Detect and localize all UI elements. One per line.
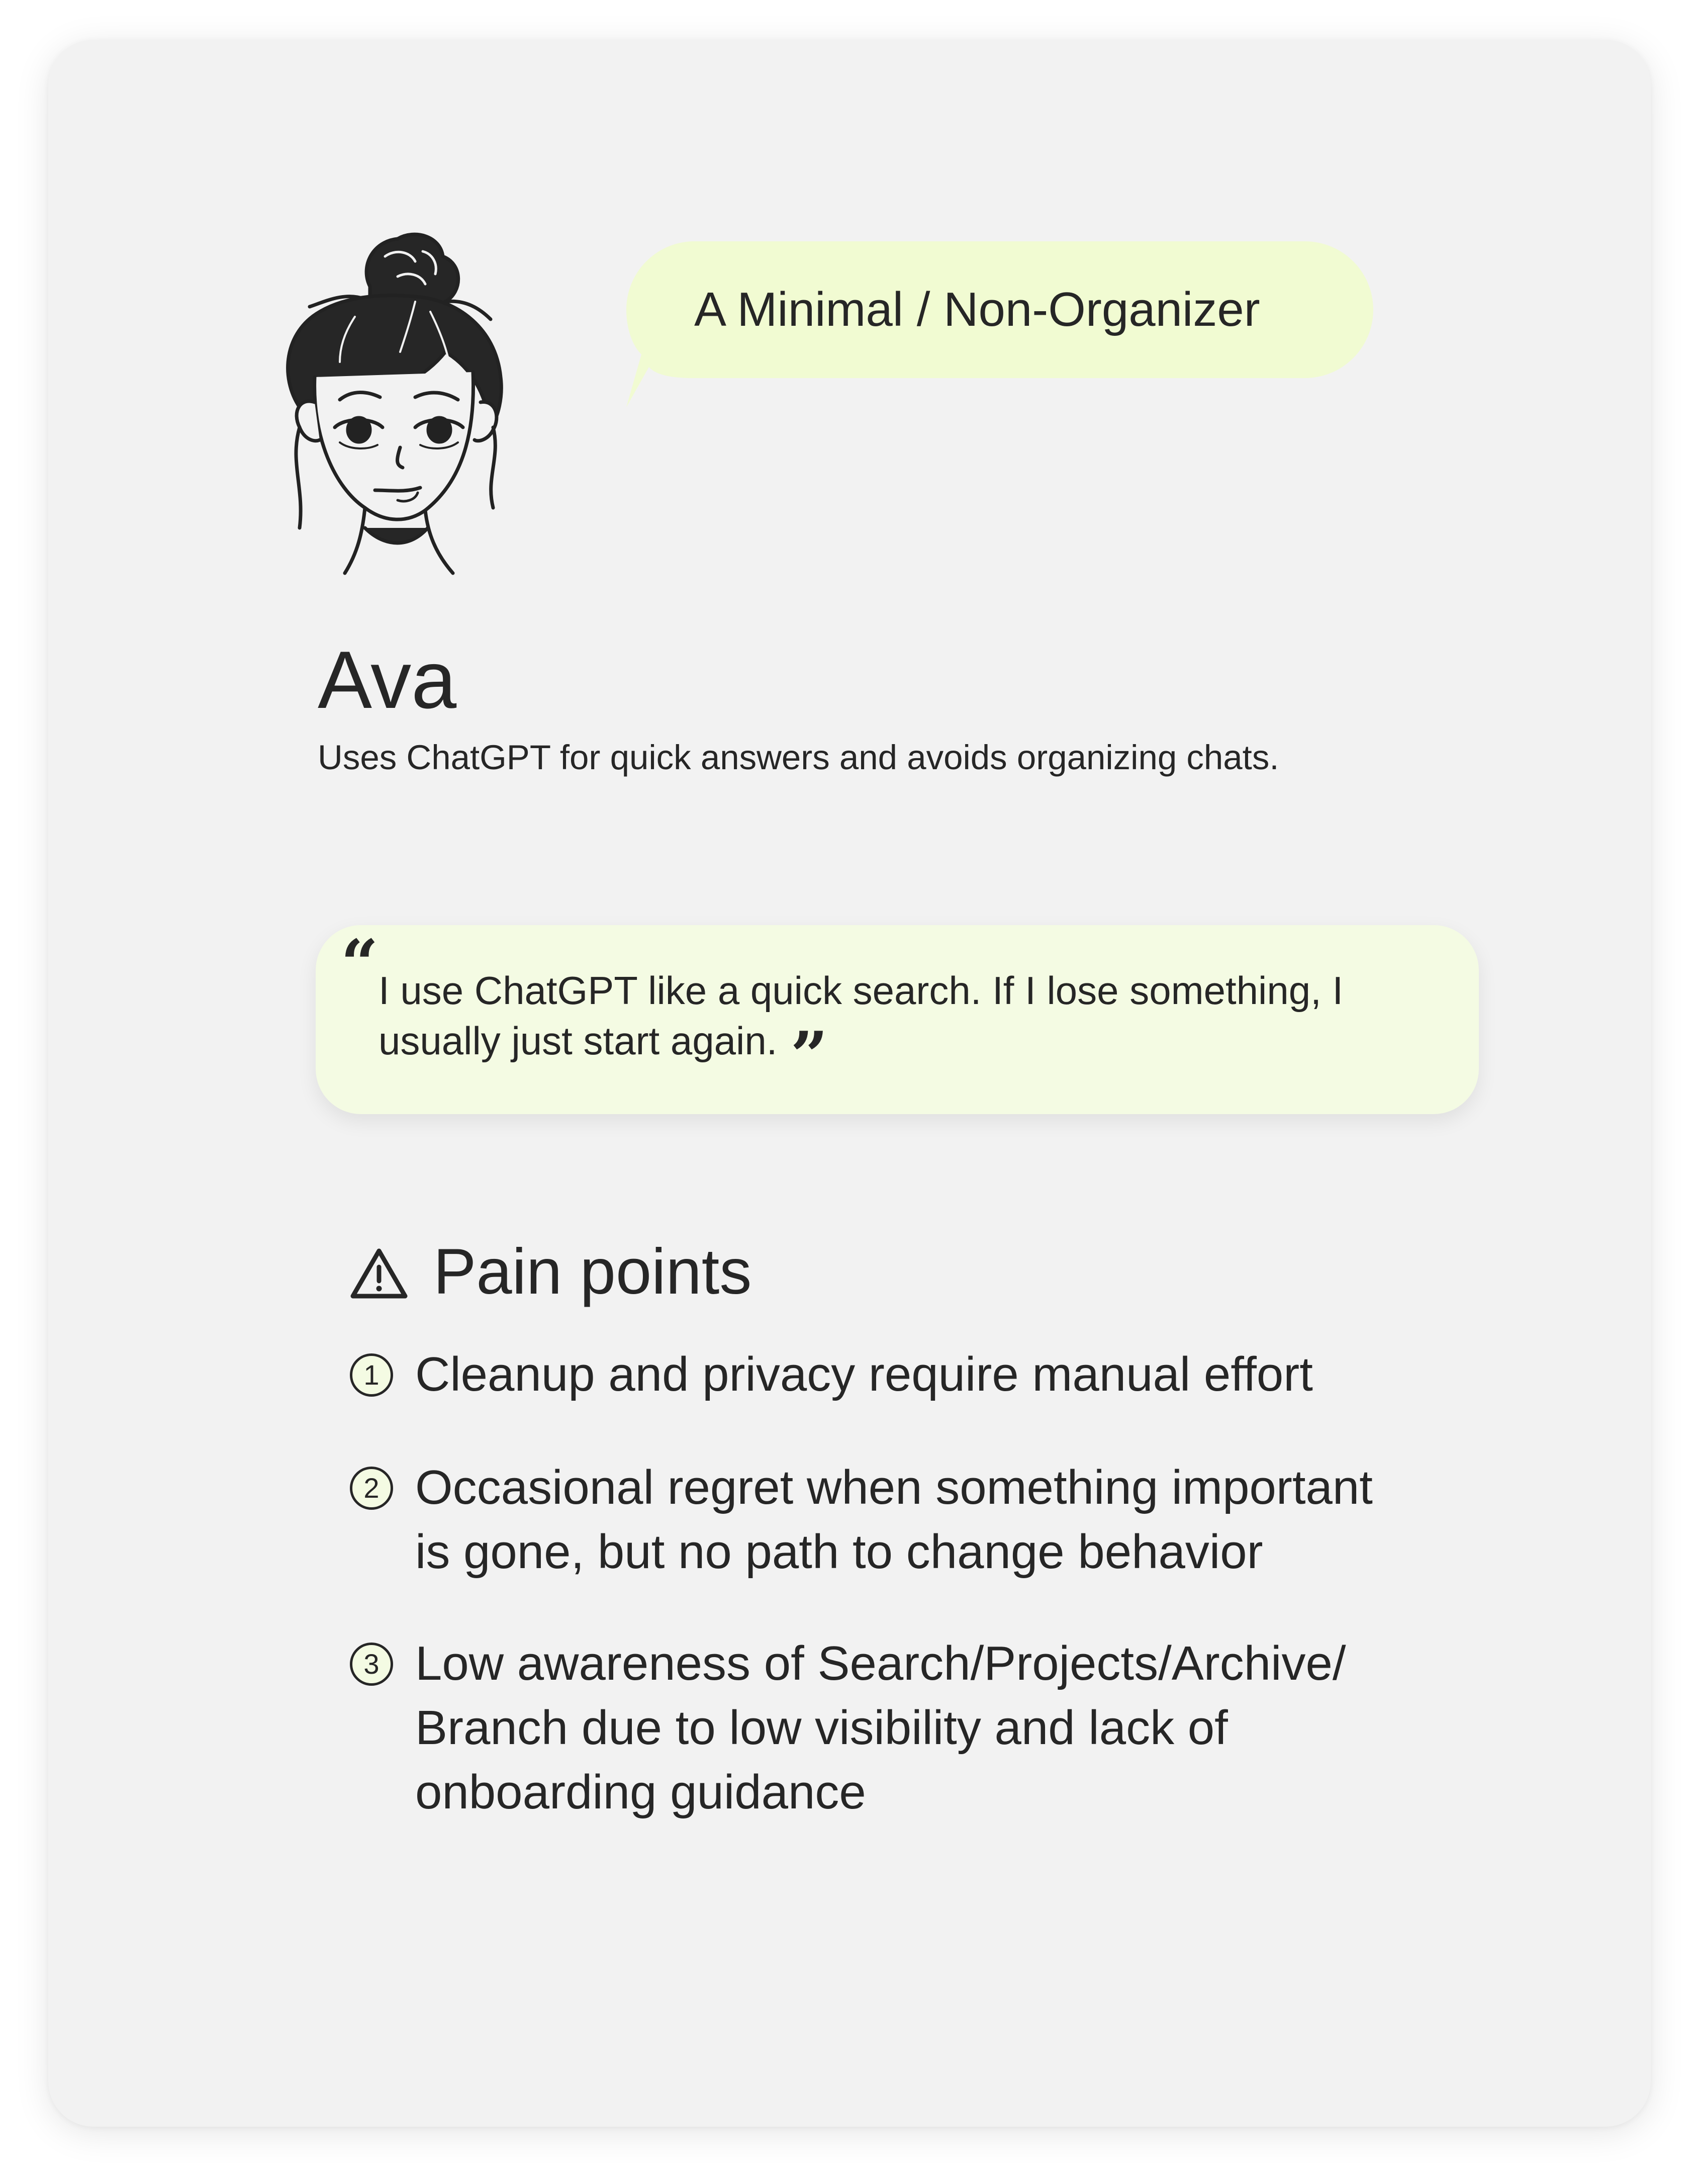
quote-body <box>379 965 1454 1094</box>
pain-points-title: Pain points <box>433 1236 752 1308</box>
quote-close-icon: ” <box>790 1017 828 1094</box>
quote-open-icon: “ <box>341 925 379 1002</box>
persona-type-label: A Minimal / Non-Organizer <box>694 283 1260 336</box>
persona-name: Ava <box>318 634 457 725</box>
persona-card <box>48 40 1651 2127</box>
pain-point-text: Cleanup and privacy require manual effort <box>415 1347 1313 1401</box>
quote-card <box>316 925 1479 1114</box>
number-badge-icon: 2 <box>350 1467 393 1510</box>
number-badge-icon: 1 <box>350 1353 393 1397</box>
persona-type-bubble <box>626 241 1370 378</box>
persona-description: Uses ChatGPT for quick answers and avoids organizing chats. <box>318 738 1279 777</box>
quote-text: I use ChatGPT like a quick search. If I lose something, I usually just start again. <box>379 968 1344 1063</box>
number-badge-icon: 3 <box>350 1643 393 1686</box>
warning-icon <box>350 1247 408 1299</box>
avatar <box>264 226 536 618</box>
pain-point-text: Low awareness of Search/Projects/Archive/ Branch due to low visibility and lack of onboarding guidance <box>415 1636 1346 1819</box>
pain-point-text: Occasional regret when something important is gone, but no path to change behavior <box>415 1461 1373 1579</box>
